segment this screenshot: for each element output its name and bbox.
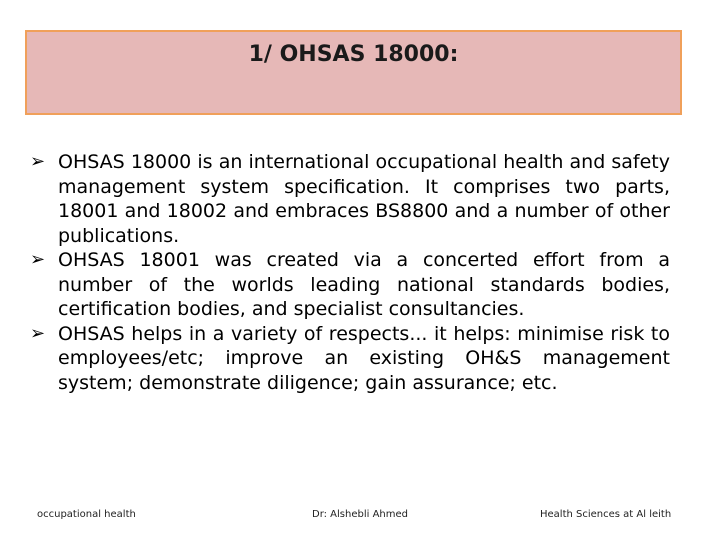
bullet-text: OHSAS 18001 was created via a concerted effort from a number of the worlds leading national standards bodies, certification bodies, and specialist consultancies. (58, 249, 670, 320)
slide-title: 1/ OHSAS 18000: (248, 42, 459, 67)
bullet-list (30, 150, 670, 395)
arrow-bullet-icon: ➢ (30, 322, 46, 344)
footer-left-text: occupational health (37, 509, 136, 520)
arrow-bullet-icon: ➢ (30, 249, 46, 270)
footer-author: Dr: Alshebli Ahmed (312, 509, 409, 520)
arrow-bullet-icon: ➢ (30, 151, 46, 172)
bullet-item (30, 322, 670, 396)
footer-right-text: Health Sciences at Al leith (540, 509, 672, 520)
bullet-text: OHSAS helps in a variety of respects... it helps: minimise risk to employees/etc; improve an existing OH&S management system; demonstrate diligence; gain assurance; etc. (58, 322, 670, 394)
bullet-item (30, 150, 670, 248)
title-banner (25, 30, 682, 115)
bullet-item (30, 248, 670, 322)
bullet-text: OHSAS 18000 is an international occupational health and safety management system specification. It comprises two parts, 18001 and 18002 and embraces BS8800 and a number of other publications. (58, 151, 670, 247)
